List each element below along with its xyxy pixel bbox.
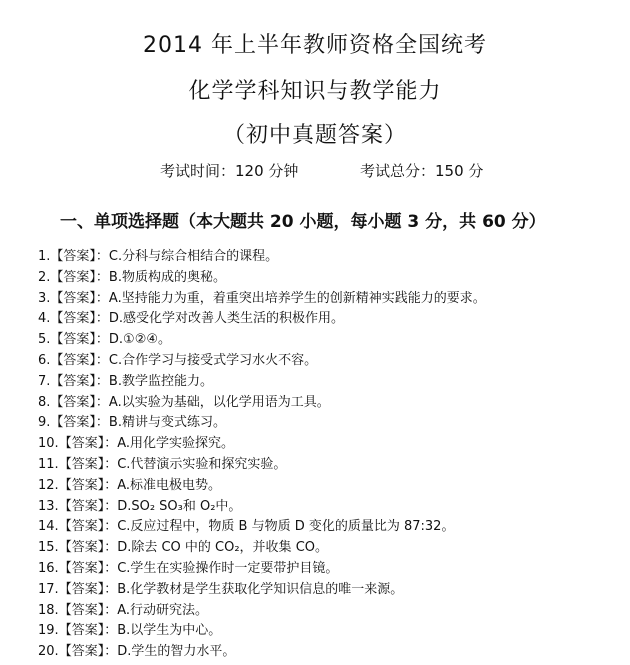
answer-item	[38, 559, 618, 580]
answer-text: 【答案】：B.教学监控能力。	[50, 373, 213, 389]
answer-item	[38, 330, 618, 351]
answer-number: 4.	[38, 311, 51, 327]
answer-item	[38, 642, 618, 663]
answer-number: 2.	[38, 269, 51, 285]
answer-item	[38, 601, 618, 622]
answer-item	[38, 621, 618, 642]
answer-number: 12.	[38, 477, 59, 493]
answer-item	[38, 517, 618, 538]
answer-number: 10.	[38, 436, 59, 452]
answer-item	[38, 455, 618, 476]
answer-text: 【答案】：C.代替演示实验和探究实验。	[58, 456, 287, 472]
answer-text: 【答案】：D.学生的智力水平。	[58, 644, 236, 660]
answer-list	[38, 247, 618, 663]
answer-text: 【答案】：B.化学教材是学生获取化学知识信息的唯一来源。	[58, 581, 404, 597]
answer-text: 【答案】：C.合作学习与接受式学习水火不容。	[50, 352, 318, 368]
answer-text: 【答案】：C.反应过程中，物质 B 与物质 D 变化的质量比为 87:32。	[58, 519, 455, 535]
answer-text: 【答案】：B.精讲与变式练习。	[50, 415, 226, 431]
answer-number: 17.	[38, 581, 59, 597]
answer-item	[38, 476, 618, 497]
answer-number: 18.	[38, 602, 59, 618]
answer-item	[38, 351, 618, 372]
answer-item	[38, 497, 618, 518]
answer-text: 【答案】：C.分科与综合相结合的课程。	[50, 249, 279, 264]
answer-number: 16.	[38, 560, 59, 576]
answer-item	[38, 413, 618, 434]
answer-text: 【答案】：D.SO₂ SO₃和 O₂中。	[58, 498, 242, 514]
answer-item	[38, 247, 618, 268]
answer-text: 【答案】：A.坚持能力为重，着重突出培养学生的创新精神实践能力的要求。	[50, 290, 486, 306]
exam-total-score: 考试总分：150 分	[360, 162, 484, 180]
answer-text: 【答案】：A.标准电极电势。	[58, 477, 221, 493]
answer-text: 【答案】：B.物质构成的奥秘。	[50, 269, 226, 285]
answer-number: 15.	[38, 540, 59, 556]
answer-text: 【答案】：D.感受化学对改善人类生活的积极作用。	[50, 311, 345, 327]
answer-item	[38, 289, 618, 310]
answer-number: 8.	[38, 394, 51, 410]
answer-number: 1.	[38, 249, 51, 264]
answer-number: 13.	[38, 498, 59, 514]
document-subtitle: 化学学科知识与教学能力	[188, 79, 442, 104]
answer-number: 3.	[38, 290, 51, 306]
answer-text: 【答案】：D.除去 CO 中的 CO₂，并收集 CO。	[58, 540, 328, 556]
answer-number: 20.	[38, 644, 59, 660]
answer-number: 9.	[38, 415, 51, 431]
exam-time: 考试时间：120 分钟	[160, 162, 299, 180]
document-title: 2014 年上半年教师资格全国统考	[143, 33, 487, 58]
answer-text: 【答案】：A.以实验为基础，以化学用语为工具。	[50, 394, 330, 410]
answer-number: 6.	[38, 352, 51, 368]
answer-text: 【答案】：A.用化学实验探究。	[58, 436, 234, 452]
answer-number: 5.	[38, 332, 51, 348]
document-edition: （初中真题答案）	[222, 123, 407, 148]
answer-number: 14.	[38, 519, 59, 535]
answer-item	[38, 309, 618, 330]
answer-item	[38, 393, 618, 414]
answer-item	[38, 372, 618, 393]
answer-number: 19.	[38, 623, 59, 639]
answer-item	[38, 580, 618, 601]
answer-number: 11.	[38, 456, 59, 472]
section-heading: 一、单项选择题（本大题共 20 小题，每小题 3 分，共 60 分）	[60, 212, 546, 232]
answer-number: 7.	[38, 373, 51, 389]
answer-text: 【答案】：C.学生在实验操作时一定要带护目镜。	[58, 560, 339, 576]
answer-item	[38, 538, 618, 559]
answer-text: 【答案】：A.行动研究法。	[58, 602, 208, 618]
answer-text: 【答案】：D.①②④。	[50, 332, 172, 348]
answer-item	[38, 268, 618, 289]
answer-item	[38, 434, 618, 455]
answer-text: 【答案】：B.以学生为中心。	[58, 623, 222, 639]
